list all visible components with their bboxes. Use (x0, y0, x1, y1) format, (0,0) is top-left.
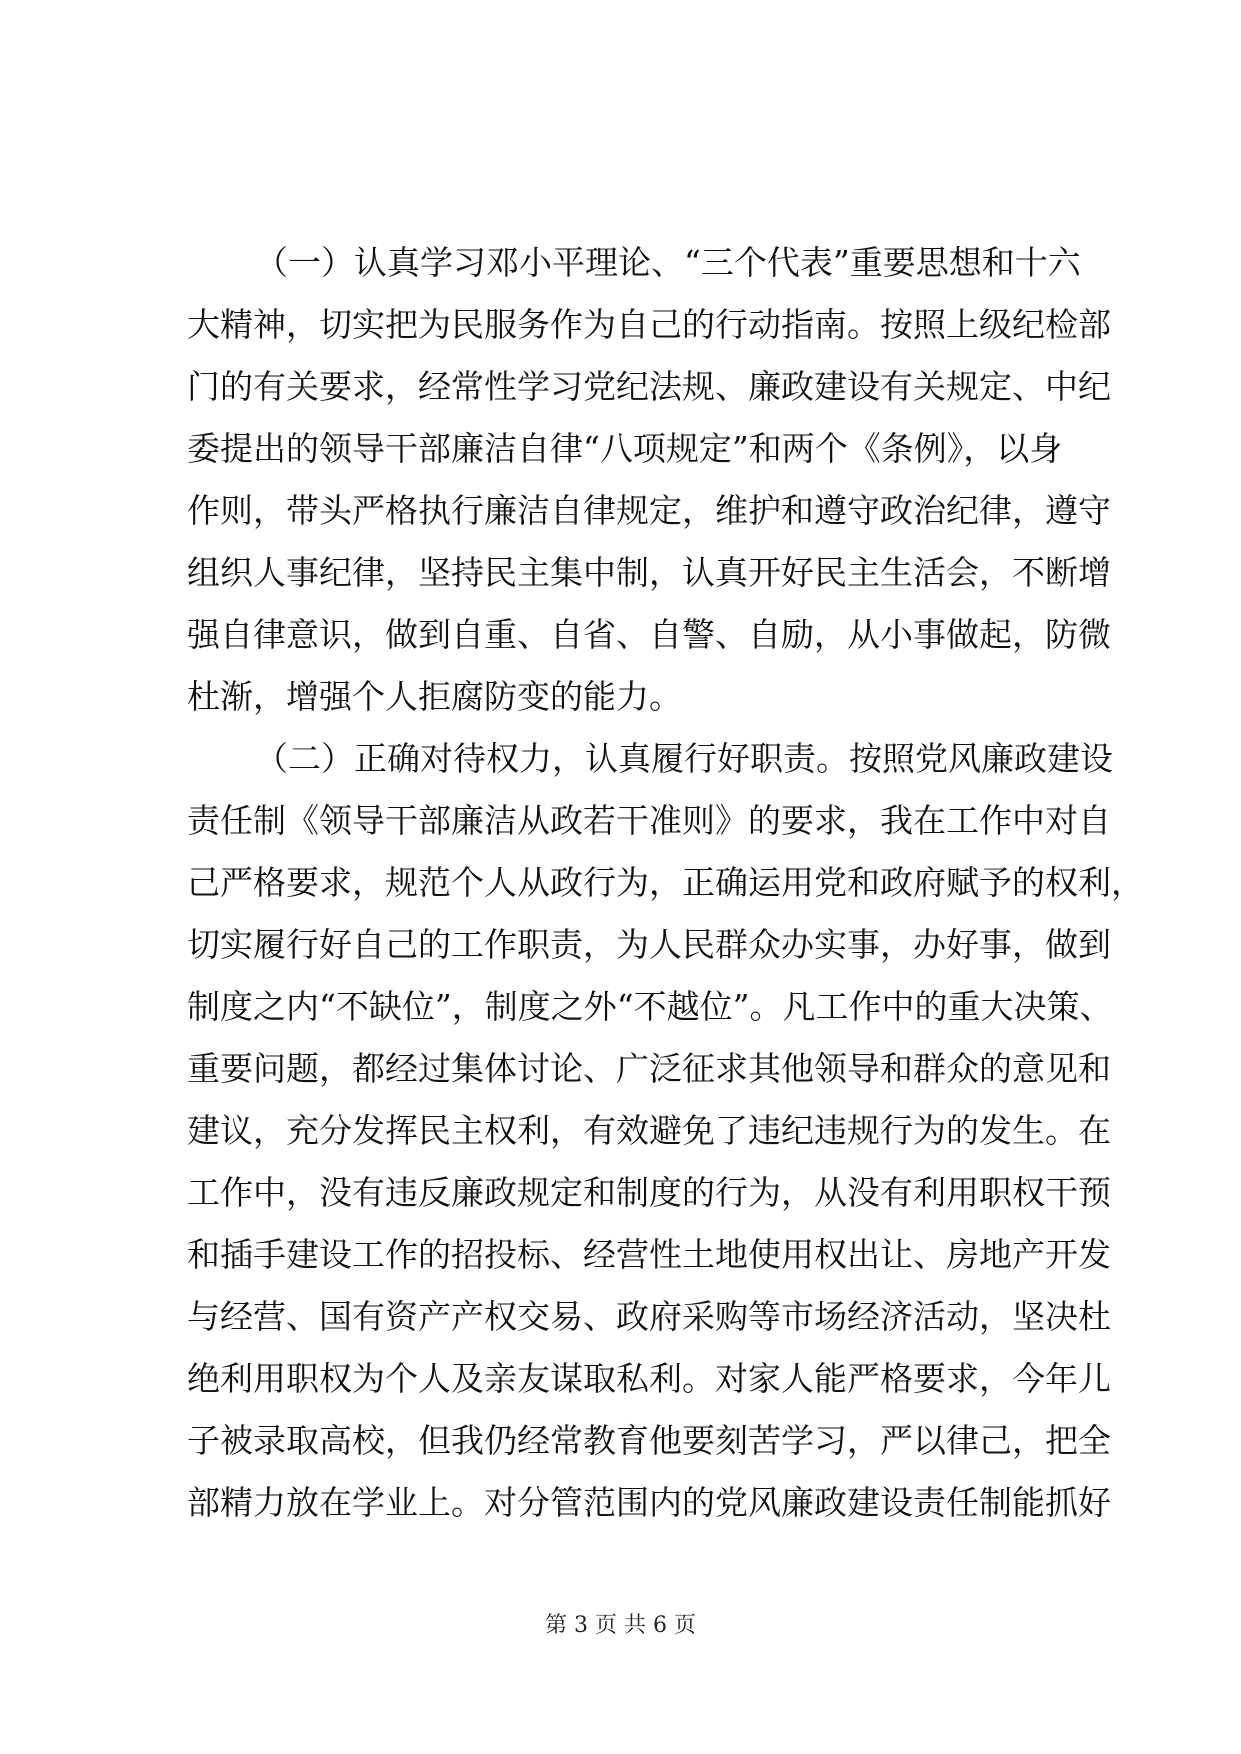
paragraph-1-line-4: 委提出的领导干部廉洁自律“八项规定”和两个《条例》，以身 (187, 429, 1063, 468)
paragraph-2-line-10: 与经营、国有资产产权交易、政府采购等市场经济活动，坚决杜 (187, 1297, 1111, 1336)
paragraph-1-line-3: 门的有关要求，经常性学习党纪法规、廉政建设有关规定、中纪 (187, 367, 1111, 406)
paragraph-2-line-8: 工作中，没有违反廉政规定和制度的行为，从没有利用职权干预 (187, 1173, 1111, 1212)
paragraph-2-line-6: 重要问题，都经过集体讨论、广泛征求其他领导和群众的意见和 (187, 1049, 1111, 1088)
paragraph-2-line-11: 绝利用职权为个人及亲友谋取私利。对家人能严格要求，今年儿 (187, 1359, 1111, 1398)
paragraph-1-line-2: 大精神，切实把为民服务作为自己的行动指南。按照上级纪检部 (187, 305, 1111, 344)
paragraph-1-line-5: 作则，带头严格执行廉洁自律规定，维护和遵守政治纪律，遵守 (187, 491, 1111, 530)
paragraph-2-line-1: （二）正确对待权力，认真履行好职责。按照党风廉政建设 (255, 739, 1113, 778)
paragraph-2-line-5: 制度之内“不缺位”，制度之外“不越位”。凡工作中的重大决策、 (187, 987, 1113, 1026)
paragraph-2-line-3: 己严格要求，规范个人从政行为，正确运用党和政府赋予的权利， (187, 863, 1144, 902)
paragraph-2-line-9: 和插手建设工作的招投标、经营性土地使用权出让、房地产开发 (187, 1235, 1111, 1274)
paragraph-1-line-8: 杜渐，增强个人拒腐防变的能力。 (187, 677, 682, 716)
paragraph-2-line-2: 责任制《领导干部廉洁从政若干准则》的要求，我在工作中对自 (187, 801, 1111, 840)
page-number-footer: 第 3 页 共 6 页 (545, 1613, 696, 1638)
paragraph-2-line-7: 建议，充分发挥民主权利，有效避免了违纪违规行为的发生。在 (187, 1111, 1111, 1150)
paragraph-1-line-1: （一）认真学习邓小平理论、“三个代表”重要思想和十六 (255, 243, 1081, 282)
paragraph-2-line-13: 部精力放在学业上。对分管范围内的党风廉政建设责任制能抓好 (187, 1483, 1111, 1522)
paragraph-1-line-7: 强自律意识，做到自重、自省、自警、自励，从小事做起，防微 (187, 615, 1111, 654)
paragraph-2-line-4: 切实履行好自己的工作职责，为人民群众办实事，办好事，做到 (187, 925, 1111, 964)
paragraph-1-line-6: 组织人事纪律，坚持民主集中制，认真开好民主生活会，不断增 (187, 553, 1111, 592)
paragraph-2-line-12: 子被录取高校，但我仍经常教育他要刻苦学习，严以律己，把全 (187, 1421, 1111, 1460)
